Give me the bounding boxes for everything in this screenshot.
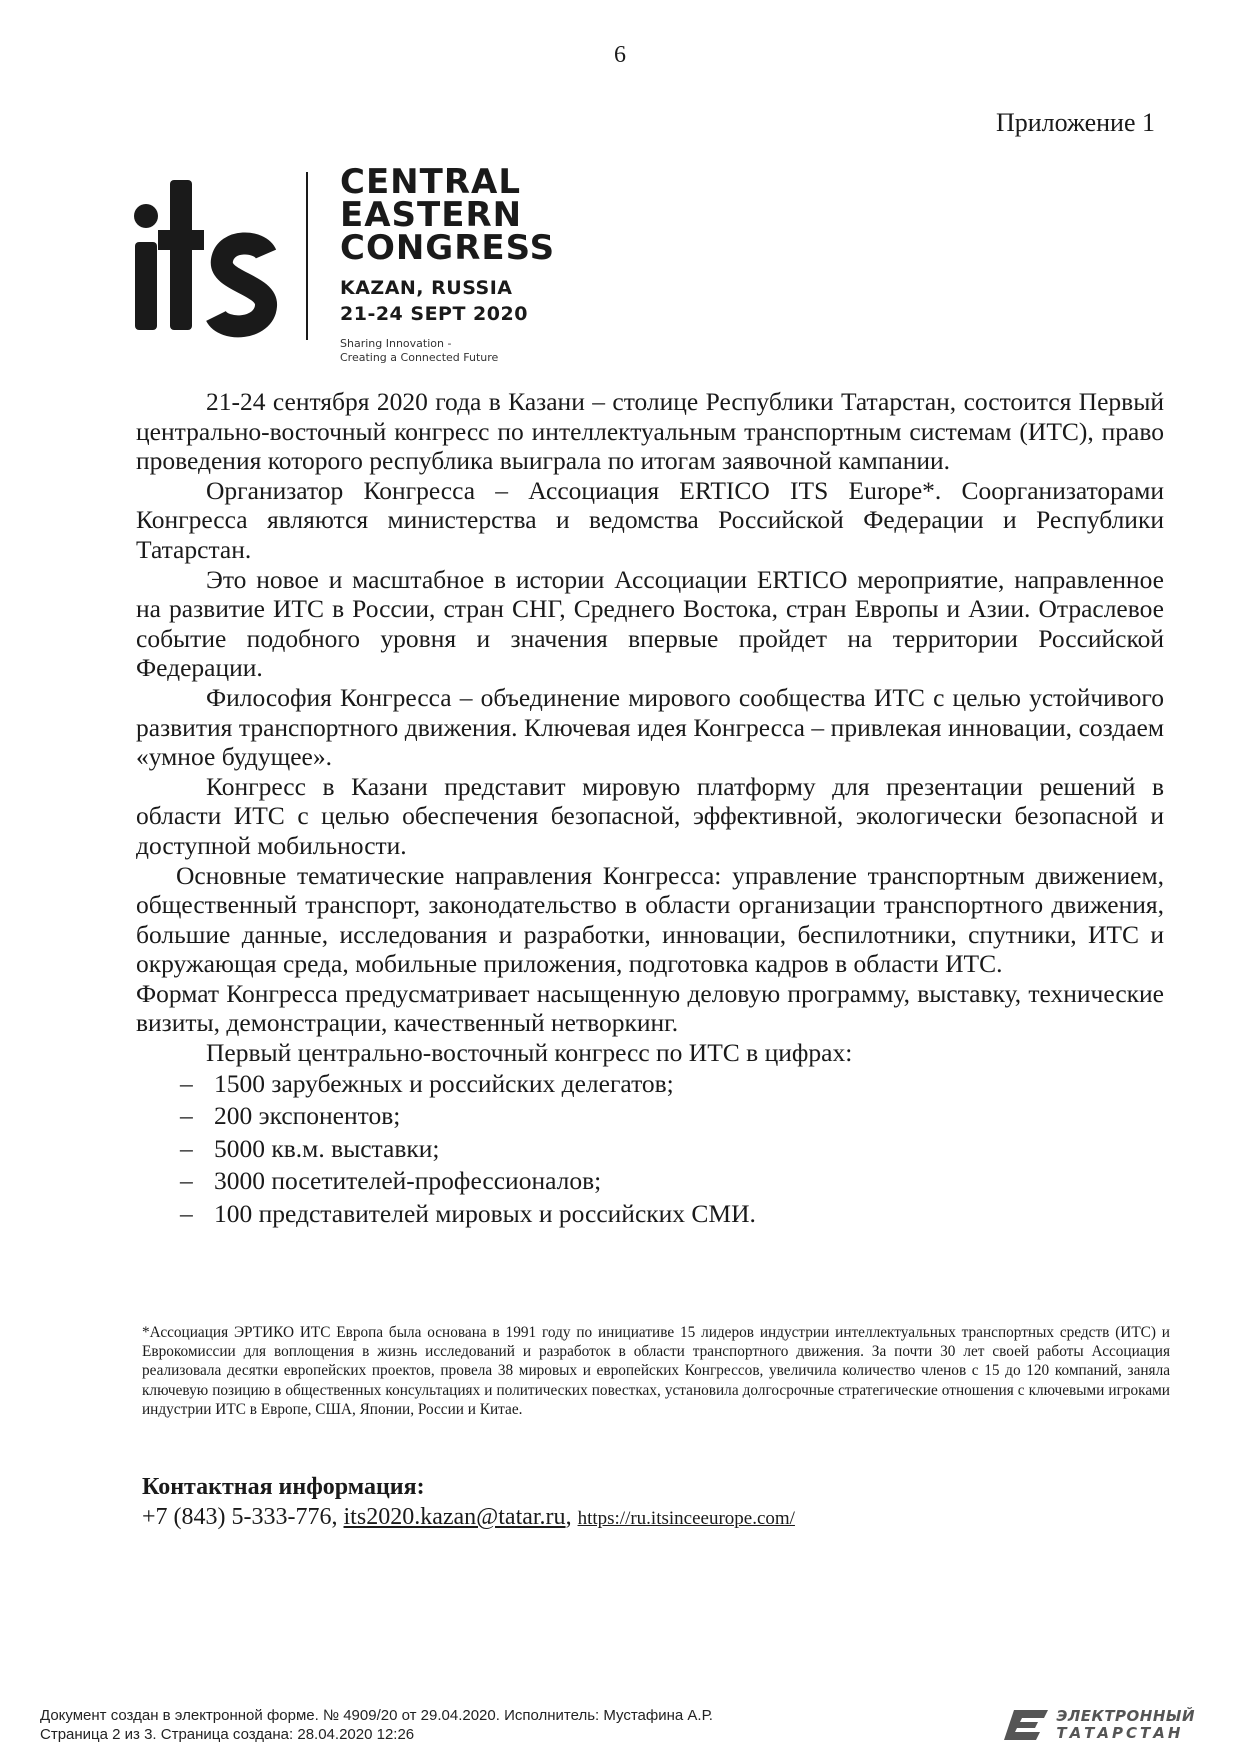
- figures-list: [136, 1068, 1164, 1231]
- list-dash: –: [180, 1198, 193, 1228]
- document-footer: [40, 1706, 713, 1744]
- page-number: 6: [614, 42, 626, 68]
- contacts: [142, 1472, 1142, 1534]
- contact-email-link[interactable]: its2020.kazan@tatar.ru: [343, 1504, 566, 1530]
- footer-line: Страница 2 из 3. Страница создана: 28.04.2020 12:26: [40, 1726, 415, 1743]
- main-text: [136, 387, 1164, 1230]
- paragraph: Формат Конгресса предусматривает насыщенную деловую программу, выставку, технические визиты, демонстрации, качественный нетворкинг.: [136, 978, 1164, 1038]
- appendix-label: Приложение 1: [995, 108, 1155, 137]
- congress-logo: [128, 160, 598, 370]
- brand-line: ТАТАРСТАН: [1056, 1724, 1184, 1742]
- logo-title-line: CENTRAL: [340, 162, 521, 202]
- list-item: [136, 1068, 1164, 1101]
- list-item: [136, 1100, 1164, 1133]
- contact-phone: +7 (843) 5-333-776,: [142, 1504, 338, 1530]
- paragraph: Первый центрально-восточный конгресс по ИТС в цифрах:: [206, 1038, 853, 1068]
- brand-logo-icon: [1004, 1708, 1048, 1742]
- list-item: [136, 1133, 1164, 1166]
- list-item: [136, 1198, 1164, 1231]
- brand-line: ЭЛЕКТРОННЫЙ: [1056, 1707, 1195, 1725]
- logo-dates: 21-24 SEPT 2020: [340, 303, 528, 325]
- list-item: [136, 1165, 1164, 1198]
- paragraph: Конгресс в Казани представит мировую платформу для презентации решений в области ИТС с целью обеспечения безопасной, эффективной, экологически безопасной и доступной мобильности.: [136, 771, 1164, 860]
- logo-tagline-line: Creating a Connected Future: [340, 351, 499, 364]
- logo-city: KAZAN, RUSSIA: [340, 277, 513, 299]
- logo-title-line: CONGRESS: [340, 228, 556, 268]
- footer-line: Документ создан в электронной форме. № 4909/20 от 29.04.2020. Исполнитель: Мустафина А.Р.: [40, 1707, 713, 1724]
- contact-separator: ,: [565, 1504, 572, 1530]
- paragraph: Это новое и масштабное в истории Ассоциации ERTICO мероприятие, направленное на развитие ИТС в России, стран СНГ, Среднего Востока, стран Европы и Азии. Отраслевое событие подобного уровня и значения впервые пройдет на территории Российской Федерации.: [136, 564, 1164, 683]
- its-logo-mark: [128, 180, 288, 340]
- logo-text: [340, 162, 556, 365]
- footnote: *Ассоциация ЭРТИКО ИТС Европа была основана в 1991 году по инициативе 15 лидеров индустрии интеллектуальных транспортных средств (ИТС) и Еврокомиссии для воплощения в жизнь исследований и разработок в области транспортного движения. За почти 30 лет своей работы Ассоциация реализовала десятки европейских проектов, провела 38 мировых и европейских Конгрессов, увеличила количество членов с 15 до 120 компаний, заняла ключевую позицию в общественных консультациях и политических повестках, установила долгосрочные стратегические отношения с ключевыми игроками индустрии ИТС в Европе, США, Японии, России и Китае.: [142, 1324, 1170, 1418]
- list-dash: –: [180, 1133, 193, 1163]
- list-item-text: 3000 посетителей-профессионалов;: [214, 1166, 602, 1196]
- list-dash: –: [180, 1101, 193, 1131]
- list-item-text: 200 экспонентов;: [214, 1101, 401, 1131]
- electronic-tatarstan-brand: [1004, 1705, 1195, 1745]
- list-item-text: 1500 зарубежных и российских делегатов;: [214, 1068, 674, 1098]
- list-item-text: 5000 кв.м. выставки;: [214, 1133, 440, 1163]
- list-dash: –: [180, 1068, 193, 1098]
- paragraph: Основные тематические направления Конгресса: управление транспортным движением, общественный транспорт, законодательство в области организации транспортного движения, большие данные, исследования и разработки, инновации, беспилотники, спутники, ИТС и окружающая среда, мобильные приложения, подготовка кадров в области ИТС.: [136, 860, 1164, 979]
- list-item-text: 100 представителей мировых и российских СМИ.: [214, 1198, 756, 1228]
- logo-title-line: EASTERN: [340, 195, 523, 235]
- contacts-title: Контактная информация:: [142, 1474, 425, 1500]
- logo-divider: [306, 172, 308, 340]
- paragraph: 21-24 сентября 2020 года в Казани – столице Республики Татарстан, состоится Первый центрально-восточный конгресс по интеллектуальным транспортным системам (ИТС), право проведения которого республика выиграла по итогам заявочной кампании.: [136, 387, 1164, 476]
- brand-text: [1056, 1708, 1195, 1742]
- logo-tagline-line: Sharing Innovation -: [340, 337, 452, 350]
- list-dash: –: [180, 1166, 193, 1196]
- logo-tagline: [340, 337, 555, 365]
- contact-website-link[interactable]: https://ru.itsinceeurope.com/: [577, 1508, 795, 1529]
- paragraph: Организатор Конгресса – Ассоциация ERTICO ITS Europe*. Соорганизаторами Конгресса являются министерства и ведомства Российской Федерации и Республики Татарстан.: [136, 475, 1164, 564]
- paragraph: Философия Конгресса – объединение мирового сообщества ИТС с целью устойчивого развития транспортного движения. Ключевая идея Конгресса – привлекая инновации, создаем «умное будущее».: [136, 682, 1164, 772]
- contacts-line: [142, 1502, 1142, 1534]
